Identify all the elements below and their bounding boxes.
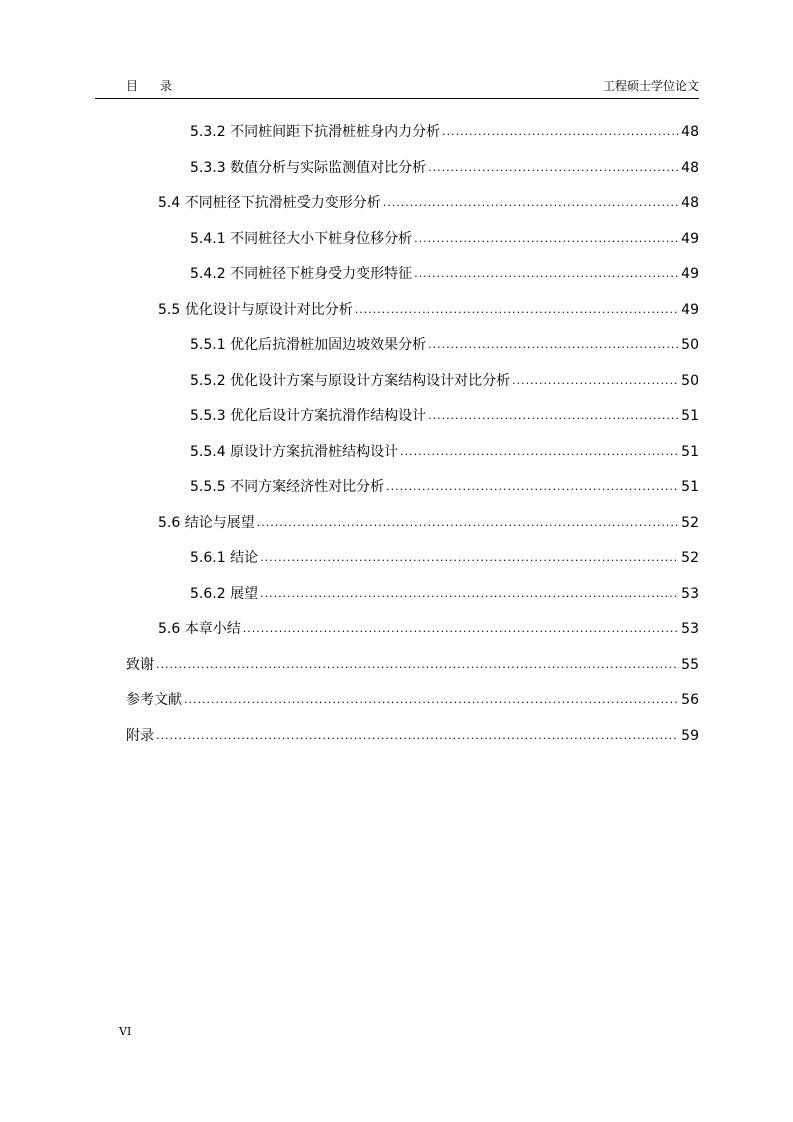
toc-entry-title: 5.6.1 结论 <box>190 550 259 566</box>
toc-entry[interactable] <box>158 299 699 321</box>
toc-entry-title: 5.5.2 优化设计方案与原设计方案结构设计对比分析 <box>190 372 511 389</box>
toc-entry-page: 49 <box>681 230 699 247</box>
toc-entry-page: 53 <box>681 585 699 602</box>
toc-entry-title: 5.5.3 优化后设计方案抗滑作结构设计 <box>190 408 427 424</box>
toc-entry-page: 48 <box>681 124 699 140</box>
toc-entry-page: 50 <box>681 372 699 389</box>
toc-entry[interactable] <box>190 583 699 605</box>
toc-entry[interactable] <box>126 725 699 747</box>
toc-entry-page: 51 <box>681 443 699 460</box>
header-section-title <box>126 77 172 94</box>
header-char-2: 录 <box>160 79 173 93</box>
toc-entry-title: 致谢 <box>126 656 154 673</box>
toc-dot-leader <box>156 725 679 747</box>
toc-entry-title: 5.4.2 不同桩径下桩身受力变形特征 <box>190 266 413 282</box>
toc-entry[interactable] <box>190 405 699 427</box>
header-char-1: 目 <box>126 79 139 93</box>
toc-entry[interactable] <box>190 263 699 285</box>
toc-entry[interactable] <box>158 618 699 640</box>
toc-entry-page: 52 <box>681 550 699 566</box>
toc-entry[interactable] <box>190 121 699 143</box>
toc-entry-page: 56 <box>681 692 699 708</box>
toc-dot-leader <box>442 121 679 143</box>
toc-entry-title: 附录 <box>126 727 154 744</box>
toc-entry[interactable] <box>158 192 699 214</box>
toc-entry-page: 50 <box>681 337 699 353</box>
toc-entry[interactable] <box>190 441 699 463</box>
toc-entry-title: 5.6.2 展望 <box>190 585 259 602</box>
toc-dot-leader <box>428 405 679 427</box>
toc-entry-title: 参考文献 <box>126 692 182 708</box>
toc-entry-title: 5.5.4 原设计方案抗滑桩结构设计 <box>190 443 399 460</box>
toc-dot-leader <box>383 192 679 214</box>
toc-dot-leader <box>428 157 679 179</box>
toc-dot-leader <box>243 618 679 640</box>
toc-entry[interactable] <box>190 228 699 250</box>
toc-dot-leader <box>400 441 679 463</box>
header-thesis-type: 工程硕士学位论文 <box>602 79 699 93</box>
toc-entry-title: 5.4 不同桩径下抗滑桩受力变形分析 <box>158 195 381 211</box>
toc-dot-leader <box>386 476 679 498</box>
toc-dot-leader <box>184 689 679 711</box>
toc-entry-page: 48 <box>681 159 699 176</box>
toc-dot-leader <box>257 512 679 534</box>
toc-entry[interactable] <box>158 512 699 534</box>
toc-entry-page: 51 <box>681 408 699 424</box>
toc-entry-page: 52 <box>681 514 699 531</box>
toc-entry-title: 5.5 优化设计与原设计对比分析 <box>158 301 353 318</box>
toc-dot-leader <box>414 228 679 250</box>
toc-entry[interactable] <box>190 476 699 498</box>
toc-entry[interactable] <box>190 157 699 179</box>
toc-entry[interactable] <box>190 370 699 392</box>
toc-entry-title: 5.5.5 不同方案经济性对比分析 <box>190 479 385 495</box>
toc-dot-leader <box>512 370 679 392</box>
toc-entry-page: 48 <box>681 195 699 211</box>
toc-entry-page: 51 <box>681 479 699 495</box>
toc-entry-page: 53 <box>681 621 699 637</box>
page-header <box>95 74 699 99</box>
toc-entry-page: 49 <box>681 301 699 318</box>
toc-entry-title: 5.6 结论与展望 <box>158 514 255 531</box>
toc-entry[interactable] <box>190 547 699 569</box>
toc-dot-leader <box>428 334 679 356</box>
page-number: VI <box>119 1025 132 1038</box>
toc-entry[interactable] <box>126 689 699 711</box>
toc-dot-leader <box>260 547 679 569</box>
toc-entry-page: 49 <box>681 266 699 282</box>
toc-entry-title: 5.5.1 优化后抗滑桩加固边坡效果分析 <box>190 337 427 353</box>
toc-entry-page: 55 <box>681 656 699 673</box>
toc-entry-title: 5.3.2 不同桩间距下抗滑桩桩身内力分析 <box>190 124 441 140</box>
toc-entry[interactable] <box>190 334 699 356</box>
toc-entry-page: 59 <box>681 727 699 744</box>
toc-dot-leader <box>355 299 679 321</box>
toc-dot-leader <box>156 654 679 676</box>
toc-entry-title: 5.3.3 数值分析与实际监测值对比分析 <box>190 159 427 176</box>
toc-dot-leader <box>414 263 679 285</box>
toc-entry-title: 5.4.1 不同桩径大小下桩身位移分析 <box>190 230 413 247</box>
toc-entry-title: 5.6 本章小结 <box>158 621 241 637</box>
toc-dot-leader <box>260 583 679 605</box>
toc-entry[interactable] <box>126 654 699 676</box>
